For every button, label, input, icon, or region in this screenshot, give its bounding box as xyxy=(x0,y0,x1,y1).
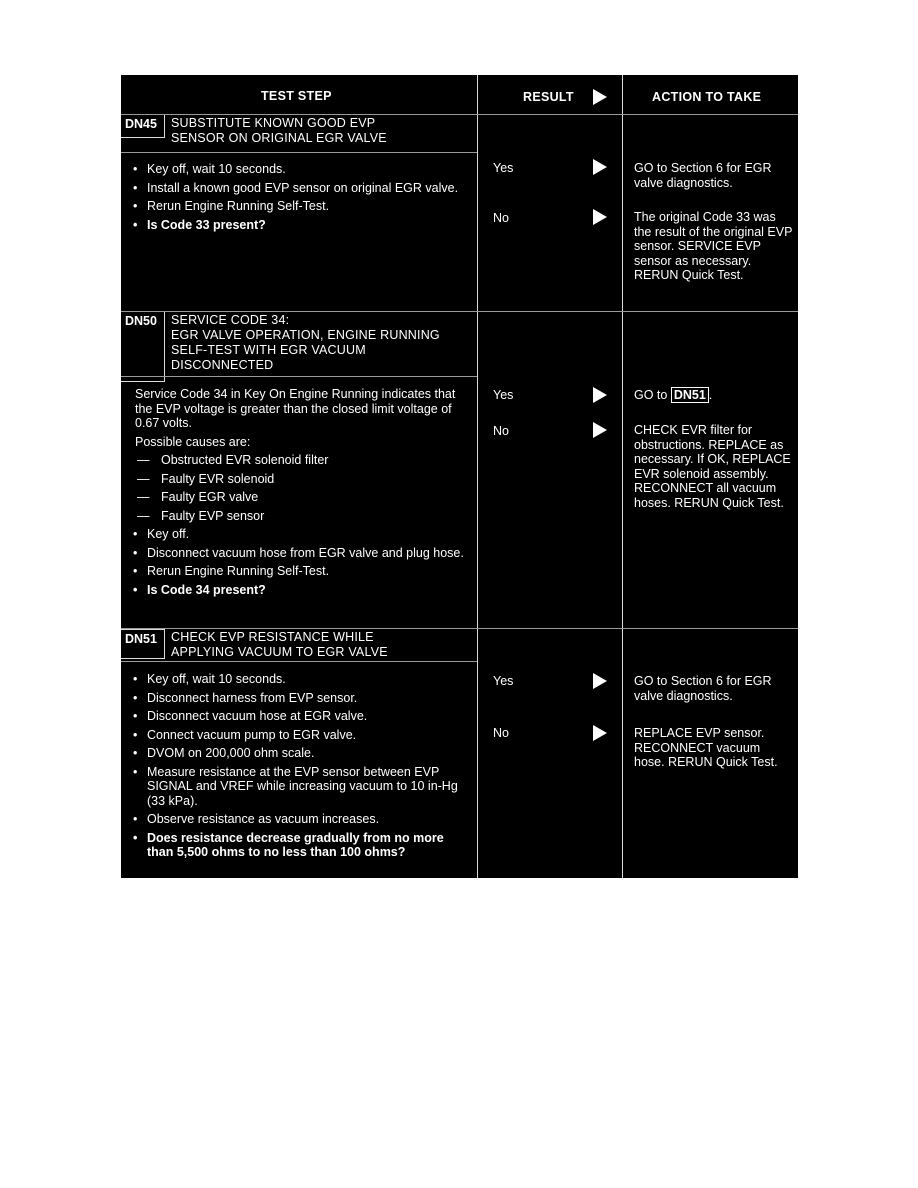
list-item: • Install a known good EVP sensor on original EGR valve. xyxy=(133,180,459,195)
column-divider xyxy=(622,75,623,878)
title-divider xyxy=(121,376,477,377)
arrow-icon xyxy=(593,422,607,438)
intro-text: Service Code 34 in Key On Engine Running indicates that the EVP voltage is greater than the closed limit voltage of 0.67 volts. xyxy=(135,387,456,430)
header-action: ACTION TO TAKE xyxy=(652,90,762,104)
list-item: • Key off, wait 10 seconds. xyxy=(133,672,286,686)
list-item: • Observe resistance as vacuum increases. xyxy=(133,812,380,826)
diagnostic-table xyxy=(121,75,798,878)
header-divider xyxy=(121,114,798,115)
column-divider xyxy=(477,75,478,878)
result-yes: Yes xyxy=(493,388,514,402)
header-test-step: TEST STEP xyxy=(261,89,332,103)
arrow-icon xyxy=(593,673,607,689)
list-item: — Obstructed EVR solenoid filter xyxy=(137,453,329,467)
step-title-dn45: SUBSTITUTE KNOWN GOOD EVP SENSOR ON ORIGINAL EGR VALVE xyxy=(171,116,387,145)
title-divider xyxy=(121,661,477,662)
action-yes: GO to Section 6 for EGR valve diagnostics. xyxy=(634,674,772,703)
action-yes: GO to DN51 . xyxy=(634,388,713,402)
action-yes: GO to Section 6 for EGR valve diagnostics. xyxy=(634,161,772,190)
list-item: • Rerun Engine Running Self-Test. xyxy=(133,199,330,213)
result-yes: Yes xyxy=(493,674,514,688)
list-item: • Rerun Engine Running Self-Test. xyxy=(133,564,330,578)
step-code-dn50: DN50 xyxy=(121,312,165,382)
result-yes: Yes xyxy=(493,161,514,175)
section-divider xyxy=(121,628,798,629)
title-divider xyxy=(121,152,477,153)
step-list-dn50 xyxy=(121,387,471,601)
step-title-dn50: SERVICE CODE 34: EGR VALVE OPERATION, ENGINE RUNNING SELF-TEST WITH EGR VACUUM DISCONNECTED xyxy=(171,313,440,372)
action-no: CHECK EVR filter for obstructions. REPLACE as necessary. If OK, REPLACE EVR solenoid assembly. RECONNECT all vacuum hoses. RERUN Quick Test. xyxy=(634,423,791,510)
section-divider xyxy=(121,311,798,312)
arrow-icon xyxy=(593,725,607,741)
step-title-dn51: CHECK EVP RESISTANCE WHILE APPLYING VACUUM TO EGR VALVE xyxy=(171,630,388,659)
result-no: No xyxy=(493,211,509,225)
list-item: • Does resistance decrease gradually from no more than 5,500 ohms to no less than 100 ohms? xyxy=(133,830,444,859)
list-item: • Disconnect vacuum hose from EGR valve and plug hose. xyxy=(133,545,464,560)
list-item: • Key off. xyxy=(133,527,190,541)
list-item: • Is Code 33 present? xyxy=(133,217,266,232)
result-no: No xyxy=(493,424,509,438)
list-item: • Measure resistance at the EVP sensor between EVP SIGNAL and VREF while increasing vacuum to 10 in-Hg (33 kPa). xyxy=(133,764,458,808)
arrow-icon xyxy=(593,89,607,105)
action-no: The original Code 33 was the result of the original EVP sensor. SERVICE EVP sensor as necessary. RERUN Quick Test. xyxy=(634,210,793,282)
step-list-dn51 xyxy=(121,672,471,864)
list-item: — Faulty EVR solenoid xyxy=(137,471,275,486)
step-reference-dn51: DN51 xyxy=(671,387,709,403)
list-item: • Disconnect harness from EVP sensor. xyxy=(133,690,358,705)
list-item: — Faulty EVP sensor xyxy=(137,508,265,523)
arrow-icon xyxy=(593,387,607,403)
step-code-dn45: DN45 xyxy=(121,115,165,138)
causes-label: Possible causes are: xyxy=(135,434,251,449)
list-item: • Disconnect vacuum hose at EGR valve. xyxy=(133,709,368,723)
step-code-dn51: DN51 xyxy=(121,629,165,659)
result-no: No xyxy=(493,726,509,740)
list-item: • DVOM on 200,000 ohm scale. xyxy=(133,746,315,760)
header-result: RESULT xyxy=(523,90,574,104)
list-item: • Connect vacuum pump to EGR valve. xyxy=(133,727,357,742)
action-no: REPLACE EVP sensor. RECONNECT vacuum hose. RERUN Quick Test. xyxy=(634,726,778,769)
arrow-icon xyxy=(593,209,607,225)
arrow-icon xyxy=(593,159,607,175)
list-item: • Is Code 34 present? xyxy=(133,582,266,597)
step-list-dn45 xyxy=(121,162,471,236)
list-item: • Key off, wait 10 seconds. xyxy=(133,162,286,176)
list-item: — Faulty EGR valve xyxy=(137,490,259,504)
